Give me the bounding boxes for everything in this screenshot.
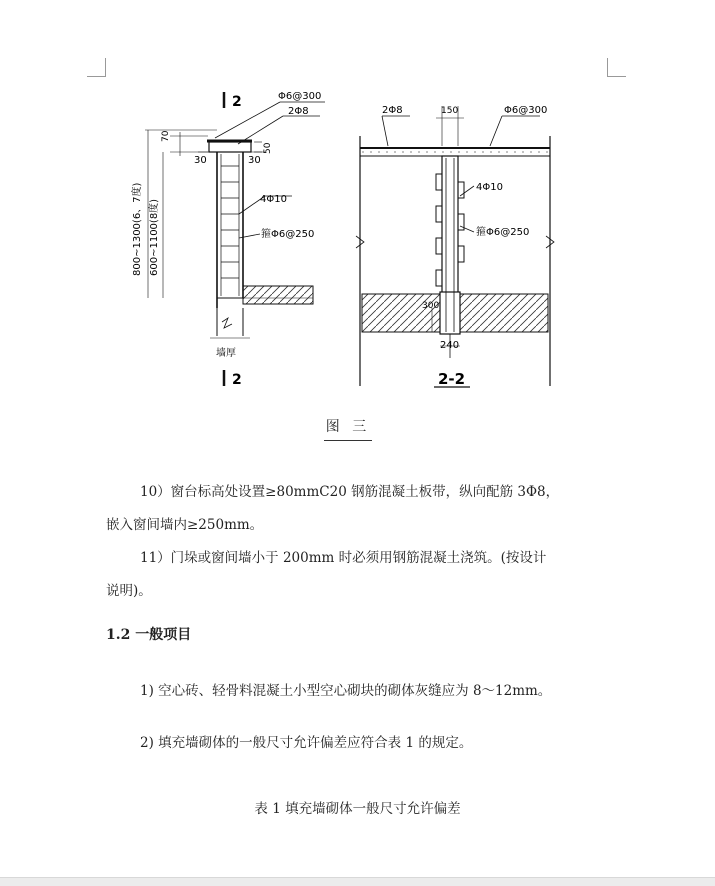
- label-right-rebar-left: 2Φ8: [382, 105, 403, 116]
- section-mark-top: 2: [232, 94, 242, 110]
- section-heading: 1.2 一般项目: [106, 627, 192, 643]
- label-rebar-4: 4Φ10: [260, 194, 287, 205]
- label-dim-30-right: 30: [248, 155, 261, 166]
- label-right-rebar-ring: 箍Φ6@250: [476, 227, 530, 238]
- drawing-svg: [120, 86, 590, 396]
- section-name: 2-2: [438, 370, 466, 388]
- label-wall-thickness: 墙厚: [216, 348, 236, 359]
- paragraph-10-line-2: 嵌入窗间墙内≥250mm。: [106, 517, 264, 533]
- label-dim-70: 70: [161, 130, 171, 142]
- page-corner-mark-left: [87, 58, 106, 77]
- label-right-rebar-right: Φ6@300: [504, 105, 548, 116]
- page-bottom-strip: [0, 877, 715, 886]
- label-height-b: 600~1100(8度): [149, 198, 160, 276]
- label-dim-50: 50: [263, 142, 273, 154]
- label-right-dim-300: 300: [422, 301, 440, 311]
- left-detail: [130, 91, 325, 388]
- label-rebar-top: Φ6@300: [278, 91, 322, 102]
- label-right-rebar-4: 4Φ10: [476, 182, 503, 193]
- label-rebar-ring: 箍Φ6@250: [261, 229, 315, 240]
- label-height-a: 800~1300(6、7度): [132, 182, 143, 276]
- label-rebar-bar: 2Φ8: [288, 106, 309, 117]
- list-item-2: 2) 填充墙砌体的一般尺寸允许偏差应符合表 1 的规定。: [140, 735, 473, 751]
- label-right-dim-150: 150: [441, 106, 459, 116]
- label-dim-30-left: 30: [194, 155, 207, 166]
- right-detail: [356, 105, 554, 388]
- paragraph-10-line-1: 10）窗台标高处设置≥80mmC20 钢筋混凝土板带，纵向配筋 3Φ8，: [140, 484, 560, 500]
- paragraph-11-line-1: 11）门垛或窗间墙小于 200mm 时必须用钢筋混凝土浇筑。(按设计: [140, 550, 547, 566]
- construction-drawing: [120, 86, 590, 396]
- table-title: 表 1 填充墙砌体一般尺寸允许偏差: [254, 801, 461, 817]
- section-mark-bottom: 2: [232, 372, 242, 388]
- list-item-1: 1) 空心砖、轻骨料混凝土小型空心砌块的砌体灰缝应为 8～12mm。: [140, 683, 552, 699]
- paragraph-11-line-2: 说明)。: [106, 583, 152, 599]
- page-corner-mark-right: [607, 58, 626, 77]
- caption-underline: [324, 440, 372, 441]
- label-right-dim-240: 240: [440, 340, 460, 351]
- figure-caption: 图 三: [325, 419, 371, 435]
